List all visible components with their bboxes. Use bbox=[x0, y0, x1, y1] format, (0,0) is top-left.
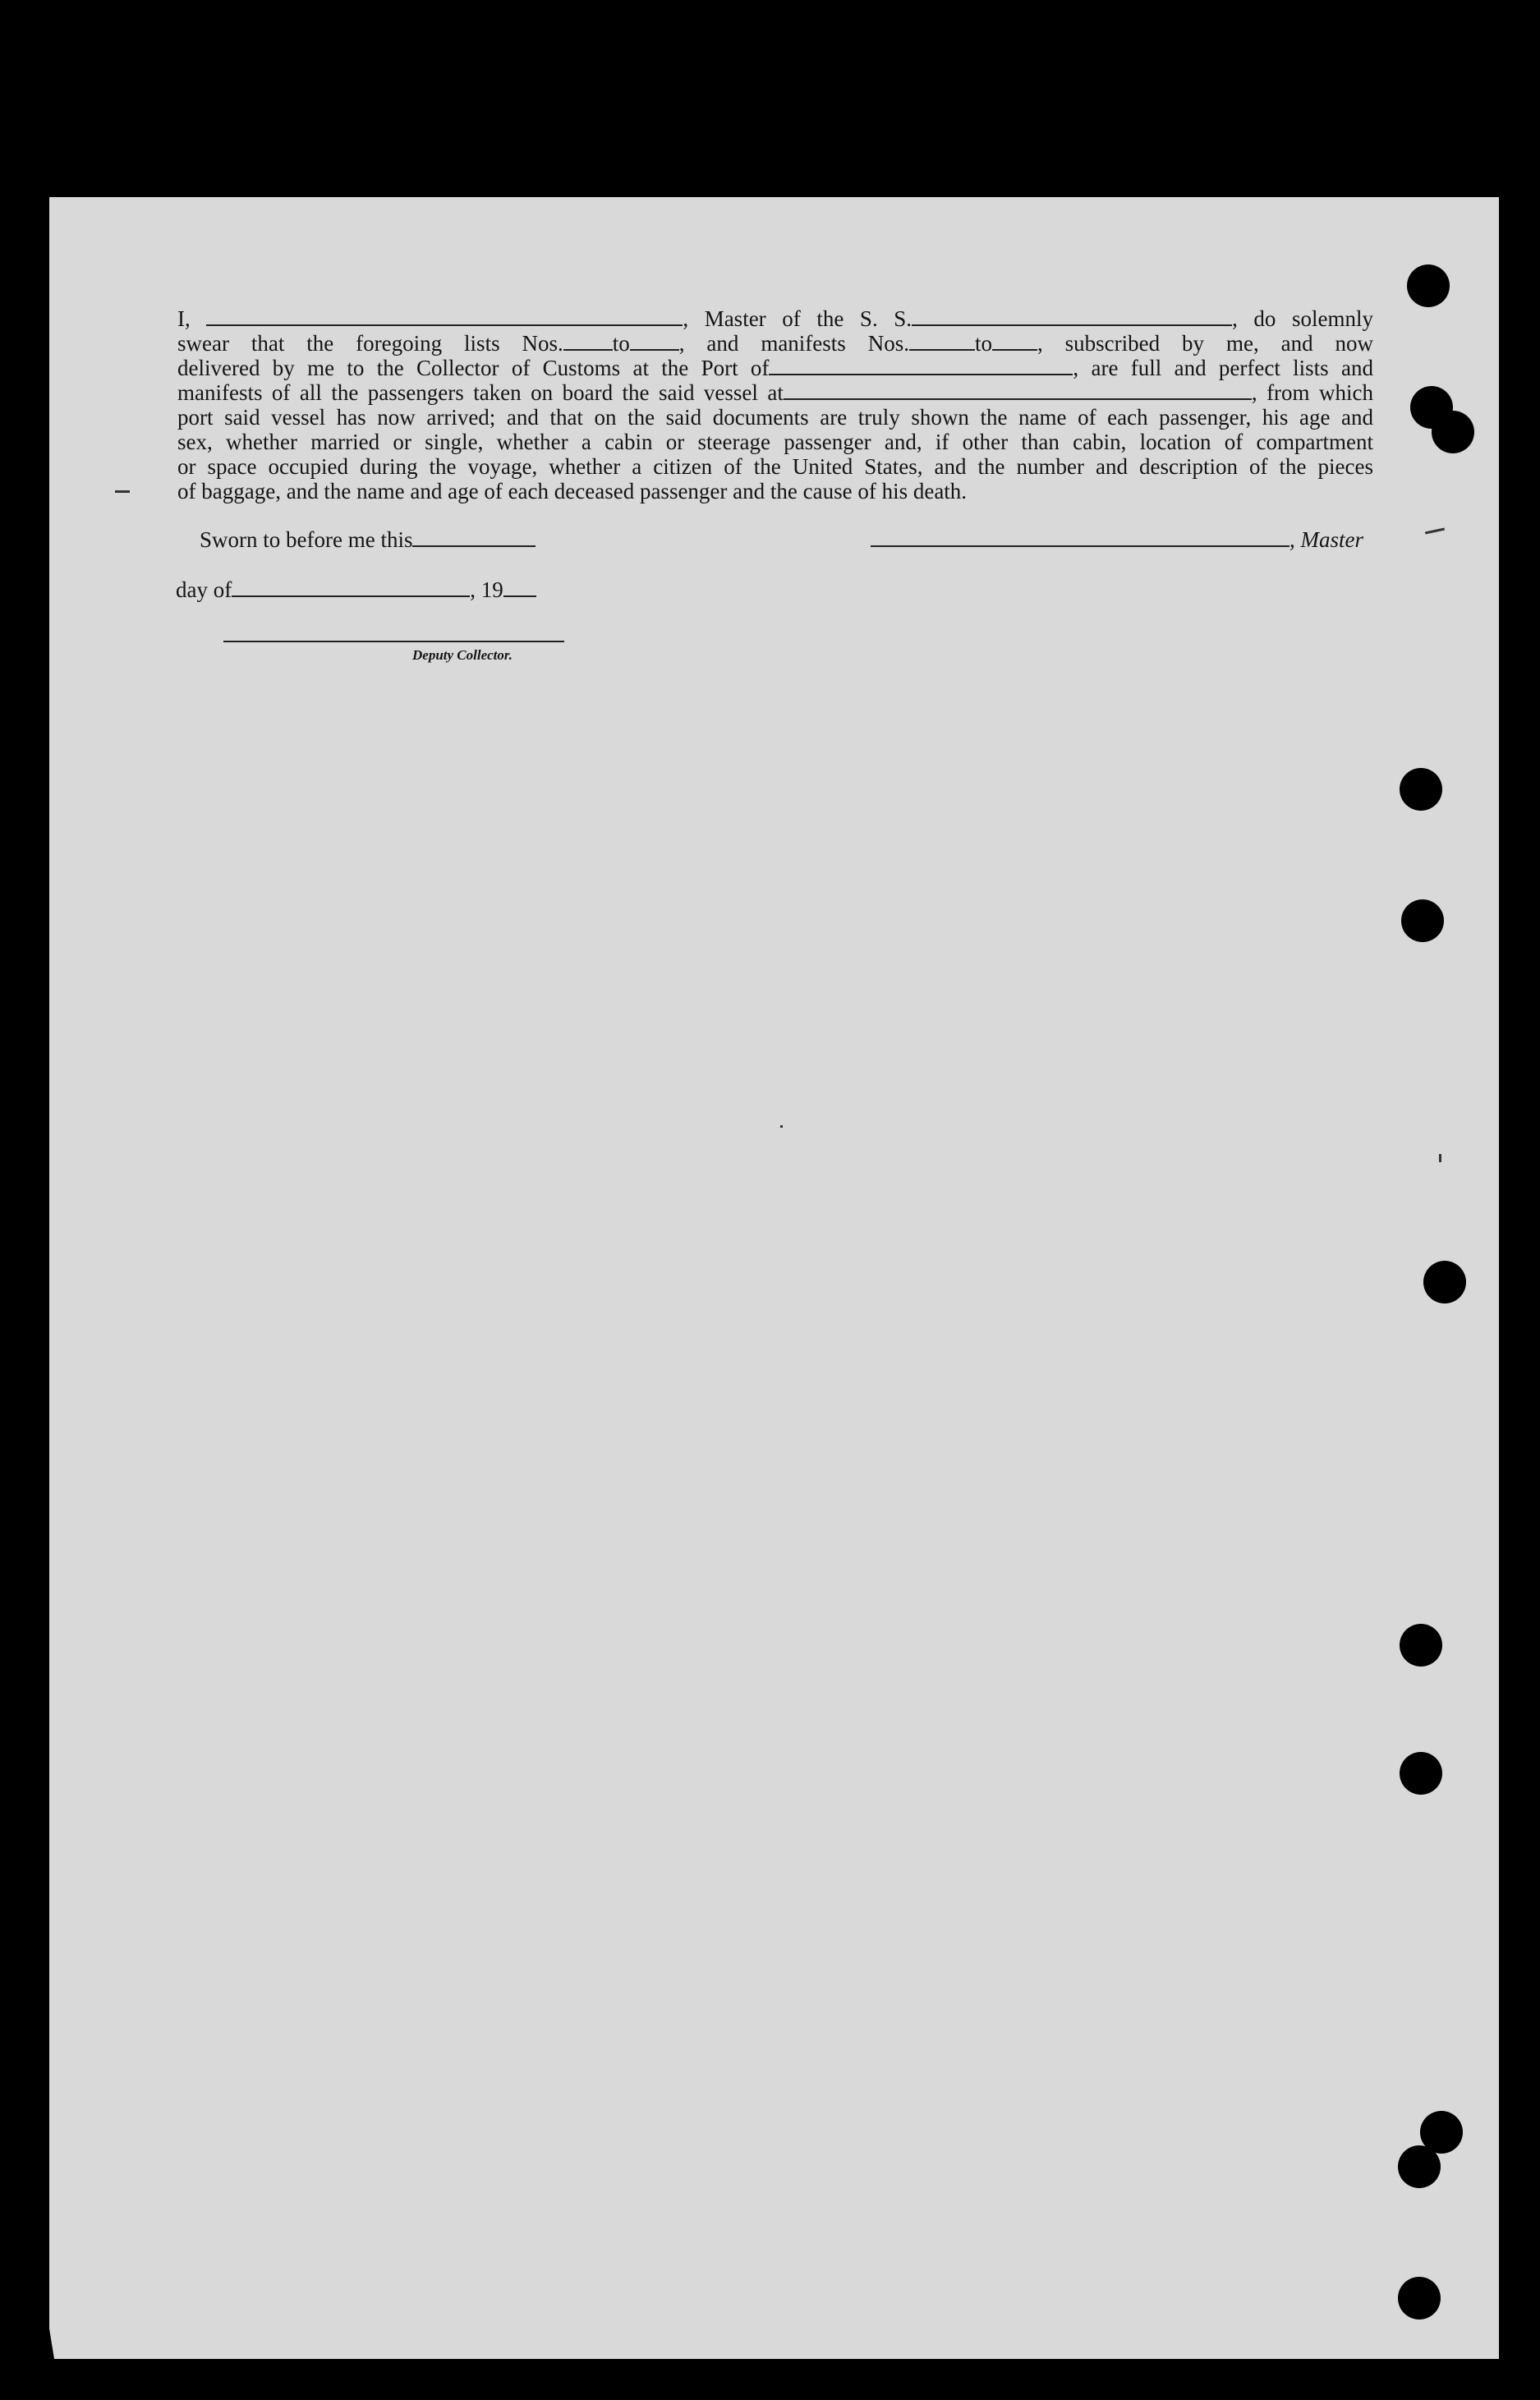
punch-hole bbox=[1398, 2145, 1441, 2188]
deputy-collector-label: Deputy Collector. bbox=[412, 647, 513, 663]
sworn-date-blank bbox=[412, 527, 536, 547]
year-blank bbox=[503, 577, 536, 597]
deputy-signature-line bbox=[223, 641, 564, 642]
sworn-label: Sworn to before me this bbox=[200, 527, 413, 552]
oath-line bbox=[177, 331, 1373, 356]
oath-line bbox=[177, 430, 1373, 454]
oath-text: , are full and perfect lists and bbox=[1073, 356, 1373, 380]
day-of-label: day of bbox=[176, 577, 232, 602]
oath-line bbox=[177, 356, 1373, 380]
punch-hole bbox=[1407, 264, 1450, 307]
scan-mark bbox=[780, 1125, 783, 1128]
scan-mark bbox=[115, 490, 130, 493]
oath-text: , subscribed by me, and now bbox=[1037, 331, 1374, 356]
fill-in-blank bbox=[992, 331, 1037, 351]
punch-hole bbox=[1400, 1752, 1442, 1795]
year-prefix: , 19 bbox=[470, 577, 503, 602]
oath-text: to bbox=[612, 331, 630, 356]
oath-text: to bbox=[974, 331, 992, 356]
oath-line bbox=[177, 405, 1373, 430]
fill-in-blank bbox=[769, 356, 1073, 375]
oath-line bbox=[177, 306, 1373, 331]
sworn-statement bbox=[200, 527, 536, 553]
fill-in-blank bbox=[784, 380, 1252, 400]
oath-text: , and manifests Nos. bbox=[678, 331, 909, 356]
document-page bbox=[49, 197, 1499, 2359]
oath-text: , from which bbox=[1251, 380, 1373, 405]
oath-line bbox=[177, 380, 1373, 405]
day-of-blank bbox=[232, 577, 470, 597]
oath-text: delivered by me to the Collector of Customs at the Port of bbox=[177, 356, 770, 380]
fill-in-blank bbox=[912, 306, 1232, 326]
punch-hole bbox=[1401, 899, 1444, 942]
oath-text: port said vessel has now arrived; and that on the said documents are truly shown the name of each passenger, his age and bbox=[177, 405, 1373, 430]
master-label: , Master bbox=[1289, 527, 1363, 552]
fill-in-blank bbox=[630, 331, 679, 351]
oath-text: , do solemnly bbox=[1232, 306, 1373, 331]
fill-in-blank bbox=[206, 306, 683, 326]
punch-hole bbox=[1400, 1624, 1442, 1667]
fill-in-blank bbox=[563, 331, 613, 351]
master-signature-blank bbox=[871, 527, 1289, 547]
oath-text: sex, whether married or single, whether a cabin or steerage passenger and, if other than cabin, location of compartment bbox=[177, 430, 1373, 454]
fill-in-blank bbox=[909, 331, 975, 351]
oath-paragraph bbox=[177, 306, 1373, 503]
punch-hole bbox=[1400, 768, 1442, 811]
punch-hole bbox=[1398, 2277, 1441, 2320]
scan-mark bbox=[1439, 1154, 1441, 1162]
punch-hole bbox=[1423, 1261, 1466, 1303]
oath-text: of baggage, and the name and age of each deceased passenger and the cause of his death. bbox=[177, 479, 968, 503]
oath-text: manifests of all the passengers taken on board the said vessel at bbox=[177, 380, 784, 405]
day-of-statement bbox=[176, 577, 536, 603]
oath-line bbox=[177, 479, 1373, 503]
oath-line bbox=[177, 454, 1373, 479]
oath-text: or space occupied during the voyage, whether a citizen of the United States, and the number and description of the pieces bbox=[177, 454, 1373, 479]
master-signature bbox=[871, 527, 1363, 553]
punch-hole bbox=[1432, 411, 1474, 453]
oath-text: , Master of the S. S. bbox=[683, 306, 913, 331]
oath-text: I, bbox=[177, 306, 207, 331]
oath-text: swear that the foregoing lists Nos. bbox=[177, 331, 563, 356]
